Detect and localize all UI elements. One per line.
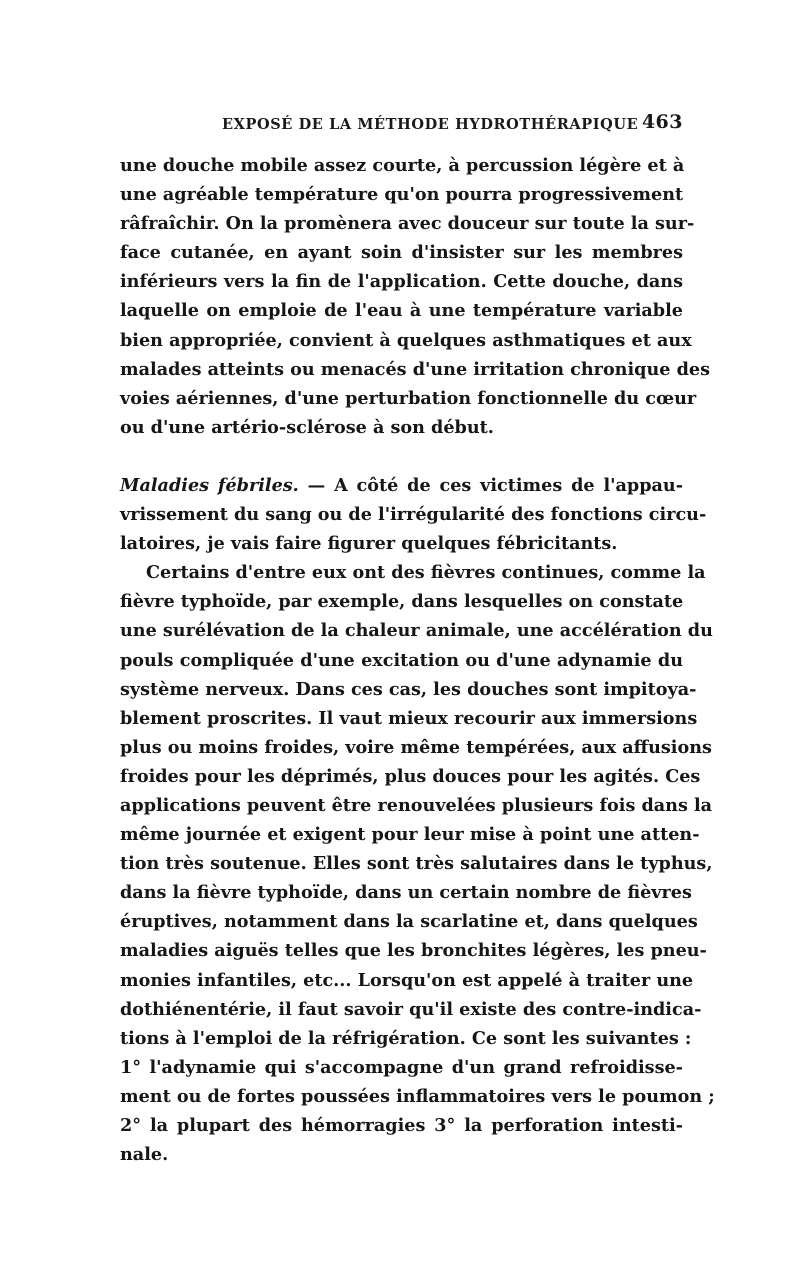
text-line: dothiénentérie, il faut savoir qu'il existe des contre-indica- xyxy=(120,998,702,1020)
text-line: ou d'une artério-sclérose à son début. xyxy=(120,416,494,438)
text-line: blement proscrites. Il vaut mieux recourir aux immersions xyxy=(120,707,698,729)
paragraph-asthma xyxy=(120,151,710,442)
text-line: 2° la plupart des hémorragies 3° la perforation intesti- xyxy=(120,1115,683,1136)
text-line: latoires, je vais faire figurer quelques fébricitants. xyxy=(120,533,618,555)
text-line: tions à l'emploi de la réfrigération. Ce sont les suivantes : xyxy=(120,1027,692,1049)
text-line: plus ou moins froides, voire même tempérées, aux affusions xyxy=(120,736,712,758)
text-line: laquelle on emploie de l'eau à une température variable xyxy=(120,300,683,322)
paragraph-febrile-treatment xyxy=(120,558,715,1169)
text-line: râfraîchir. On la promènera avec douceur sur toute la sur- xyxy=(120,213,695,235)
text-line: maladies aiguës telles que les bronchites légères, les pneu- xyxy=(120,940,707,962)
text-line: tion très soutenue. Elles sont très salutaires dans le typhus, xyxy=(120,853,713,875)
paragraph-gap xyxy=(120,442,683,471)
text-line: face cutanée, en ayant soin d'insister sur les membres xyxy=(120,242,683,264)
paragraph-febrile-intro xyxy=(120,471,707,558)
text-line: système nerveux. Dans ces cas, les douches sont impitoya- xyxy=(120,678,697,700)
text-line: dans la fièvre typhoïde, dans un certain nombre de fièvres xyxy=(120,882,692,904)
text-line: pouls compliquée d'une excitation ou d'une adynamie du xyxy=(120,649,683,671)
section-lead-italic: Maladies fébriles. xyxy=(120,474,299,496)
text-line: nale. xyxy=(120,1144,169,1166)
text-line xyxy=(120,471,683,500)
text-line: même journée et exigent pour leur mise à point une atten- xyxy=(120,824,700,846)
body-text xyxy=(120,151,715,1169)
text-line: bien appropriée, convient à quelques asthmatiques et aux xyxy=(120,329,692,351)
text-line: froides pour les déprimés, plus douces pour les agités. Ces xyxy=(120,765,701,787)
running-header xyxy=(120,112,683,138)
text-line: une surélévation de la chaleur animale, une accélération du xyxy=(120,620,713,642)
text-line: voies aériennes, d'une perturbation fonctionnelle du cœur xyxy=(120,387,697,409)
text-line: 1° l'adynamie qui s'accompagne d'un grand refroidisse- xyxy=(120,1056,683,1078)
text-line: inférieurs vers la fin de l'application. Cette douche, dans xyxy=(120,271,683,293)
text-line: Certains d'entre eux ont des fièvres continues, comme la xyxy=(146,562,706,584)
section-lead-rest: — A côté de ces victimes de l'appau- xyxy=(298,474,684,496)
text-line: malades atteints ou menacés d'une irritation chronique des xyxy=(120,358,710,380)
text-line: vrissement du sang ou de l'irrégularité des fonctions circu- xyxy=(120,504,707,526)
text-line: ment ou de fortes poussées inflammatoires vers le poumon ; xyxy=(120,1085,715,1107)
text-line: une douche mobile assez courte, à percussion légère et à xyxy=(120,155,685,176)
text-line: fièvre typhoïde, par exemple, dans lesquelles on constate xyxy=(120,591,684,613)
text-line: applications peuvent être renouvelées plusieurs fois dans la xyxy=(120,794,713,816)
text-line: monies infantiles, etc... Lorsqu'on est appelé à traiter une xyxy=(120,969,694,991)
text-line: une agréable température qu'on pourra progressivement xyxy=(120,184,684,206)
text-line: éruptives, notamment dans la scarlatine et, dans quelques xyxy=(120,911,698,933)
running-title: EXPOSÉ DE LA MÉTHODE HYDROTHÉRAPIQUE xyxy=(222,116,639,133)
page-number: 463 xyxy=(641,111,683,133)
